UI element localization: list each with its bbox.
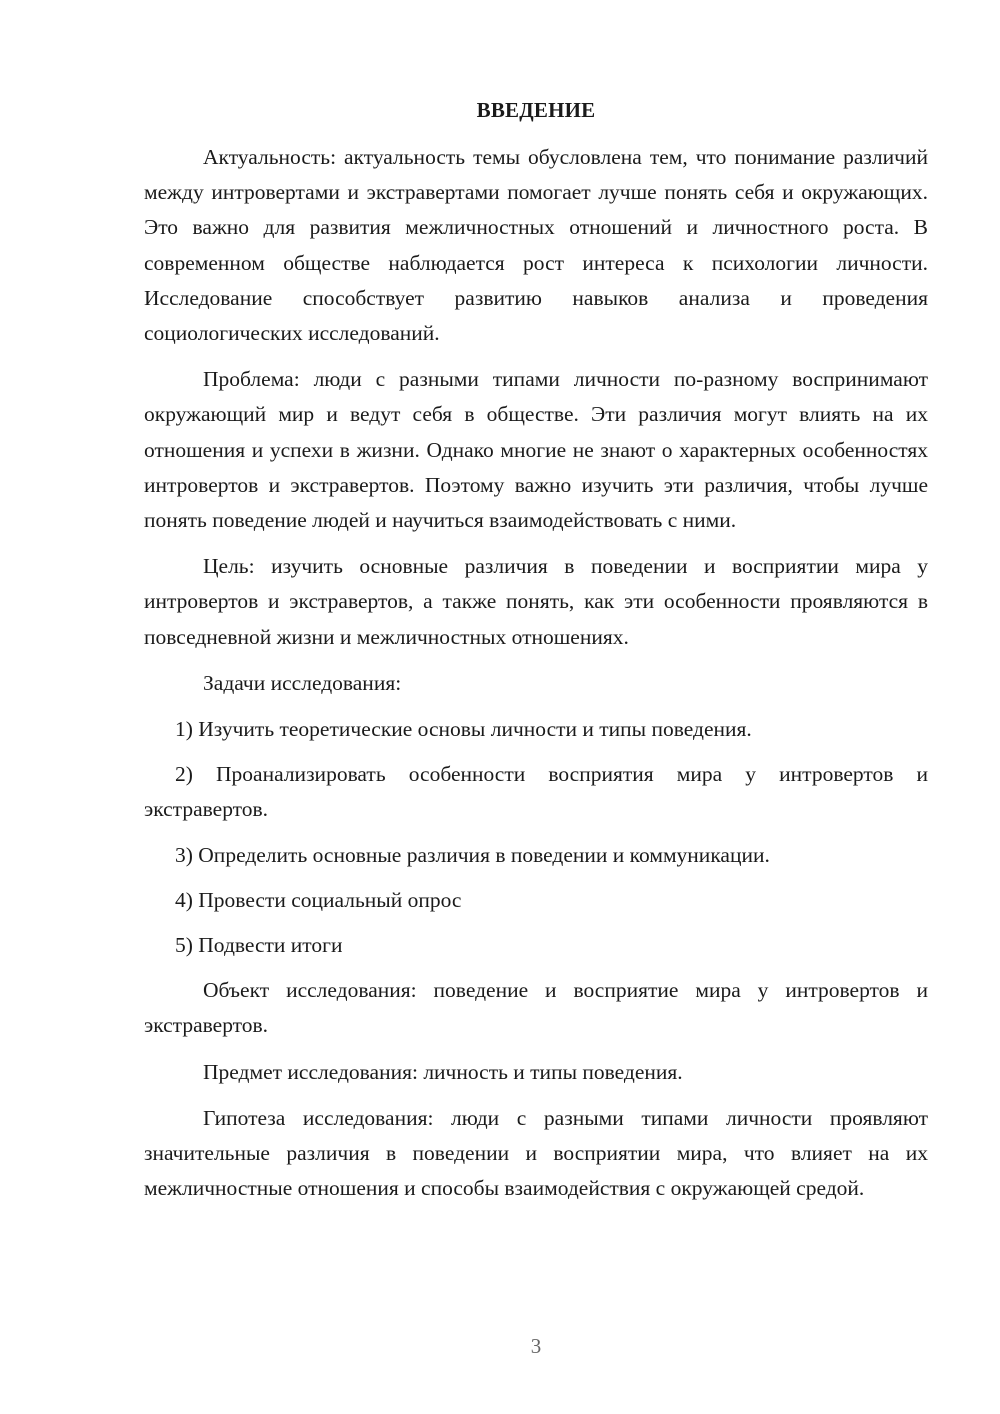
- task-item: 3) Определить основные различия в поведении и коммуникации.: [175, 842, 770, 867]
- page-number: 3: [530, 1334, 542, 1358]
- relevance-paragraph: Актуальность: актуальность темы обусловлена тем, что понимание различий между интровертами и экстравертами помогает лучше понять себя и окружающих. Это важно для развития межличностных отношений и личностного роста. В современном обществе наблюдается рост интереса к психологии личности. Исследование способствует развитию навыков анализа и проведения социологических исследований.: [144, 145, 928, 346]
- object-paragraph: Объект исследования: поведение и восприятие мира у интровертов и экстравертов.: [144, 978, 928, 1038]
- task-item: 2) Проанализировать особенности восприятия мира у интровертов и экстравертов.: [144, 762, 928, 822]
- task-item: 4) Провести социальный опрос: [175, 887, 462, 912]
- page-content: [144, 92, 928, 1217]
- task-item: 5) Подвести итоги: [175, 933, 343, 958]
- goal-paragraph: Цель: изучить основные различия в поведении и восприятии мира у интровертов и экстравертов, а также понять, как эти особенности проявляются в повседневной жизни и межличностных отношениях.: [144, 554, 928, 649]
- page-title: ВВЕДЕНИЕ: [476, 98, 596, 122]
- subject-paragraph: Предмет исследования: личность и типы поведения.: [203, 1059, 683, 1084]
- tasks-heading: Задачи исследования:: [203, 670, 402, 695]
- hypothesis-paragraph: Гипотеза исследования: люди с разными типами личности проявляют значительные различия в поведении и восприятии мира, что влияет на их межличностные отношения и способы взаимодействия с окружающей средой.: [144, 1105, 928, 1201]
- problem-paragraph: Проблема: люди с разными типами личности по-разному воспринимают окружающий мир и ведут себя в обществе. Эти различия могут влиять на их отношения и успехи в жизни. Однако многие не знают о характерных особенностях интровертов и экстравертов. Поэтому важно изучить эти различия, чтобы лучше понять поведение людей и научиться взаимодействовать с ними.: [144, 367, 928, 533]
- task-item: 1) Изучить теоретические основы личности и типы поведения.: [175, 717, 752, 742]
